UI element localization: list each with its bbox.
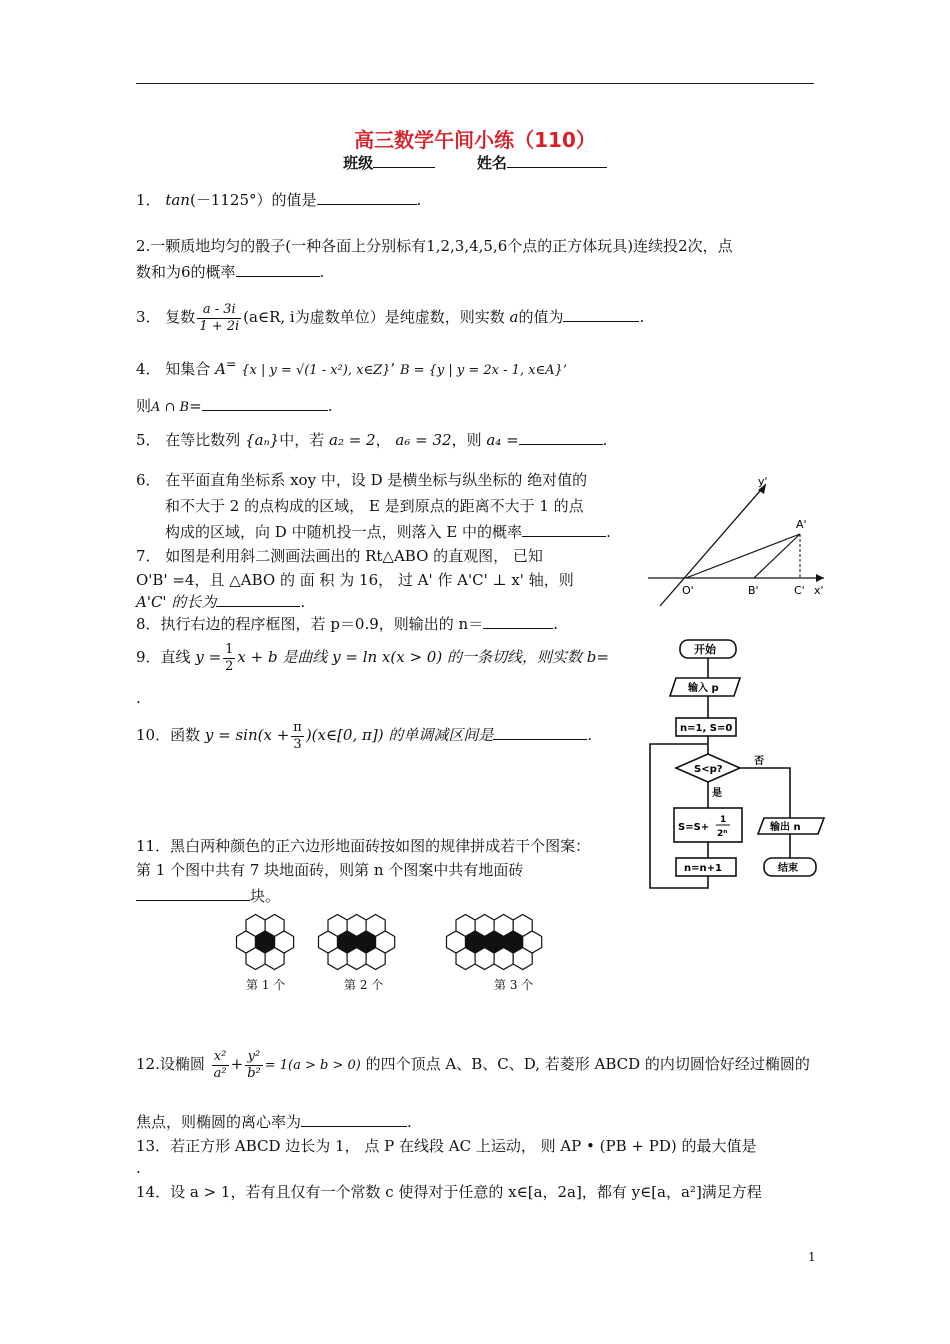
q12-f2d: b² (247, 1065, 261, 1081)
q11-line3: 块。 (250, 887, 281, 905)
segment-ba (754, 534, 800, 578)
top-rule (136, 83, 814, 84)
q12-rest: 的四个顶点 A、B、C、D, 若菱形 ABCD 的内切圆恰好经过椭圆的 (365, 1055, 810, 1073)
q2-line2: 数和为6的概率 (136, 263, 236, 281)
q7-line3: A'C' 的长为 (136, 593, 217, 611)
q1-func: tan (165, 191, 190, 209)
q5-blank[interactable] (519, 430, 603, 445)
question-6-line1: 6． 在平面直角坐标系 xoy 中，设 D 是横坐标与纵坐标的 绝对值的 (136, 471, 588, 489)
q4-num: 4． 知集合 (136, 360, 211, 378)
q3-var: a (509, 308, 519, 326)
q5-then: ，则 (451, 431, 482, 449)
q3-cond: (a∈R, i为虚数单位）是纯虚数，则实数 (243, 308, 505, 326)
q12-plus: + (230, 1055, 244, 1073)
white-hex-tile (319, 931, 338, 953)
q3-end: . (639, 308, 645, 326)
black-hex-tile (338, 931, 357, 953)
q9-y: y = (195, 648, 222, 666)
caption-3: 第 3 个 (494, 978, 534, 992)
fc-update-s-label: S=S+ (678, 822, 710, 833)
q10-blank[interactable] (493, 725, 587, 740)
name-blank[interactable] (507, 153, 607, 168)
question-4-line2 (136, 394, 332, 420)
q8-text: 8．执行右边的程序框图，若 p＝0.9，则输出的 n＝ (136, 615, 484, 633)
class-blank[interactable] (373, 153, 435, 168)
q3-fraction (197, 302, 241, 335)
q12-f1d: a² (213, 1065, 227, 1081)
question-11-line1: 11．黑白两种颜色的正六边形地面砖按如图的规律拼成若干个图案： (136, 837, 591, 855)
fc-start-label: 开始 (694, 643, 716, 656)
question-6-line2: 和不大于 2 的点构成的区域， E 是到原点的距离不大于 1 的点 (165, 497, 584, 515)
q10-fraction (291, 720, 304, 753)
fc-init-label: n=1, S=0 (680, 723, 733, 734)
q4-then: 则 (136, 397, 152, 415)
q8-blank[interactable] (483, 614, 553, 629)
q12-f1n: x² (212, 1049, 229, 1066)
white-hex-tile (275, 931, 294, 953)
label-y: y' (758, 475, 768, 488)
black-hex-tile (256, 931, 275, 953)
question-7-line3 (136, 590, 305, 614)
q4-comma: ’ (390, 360, 396, 378)
fc-frac-n: 1 (720, 815, 727, 825)
q9-frac-num: 1 (225, 641, 234, 657)
label-b: B' (748, 584, 759, 597)
q4-setA: A (215, 360, 226, 378)
q10-end: . (587, 726, 593, 744)
question-11-line3 (136, 884, 280, 908)
q4-end: . (327, 397, 333, 415)
q3-frac-den: 1 + 2i (199, 318, 240, 334)
q10-frac-num: π (293, 719, 302, 735)
caption-1: 第 1 个 (246, 978, 286, 992)
q6-line3: 构成的区域，向 D 中随机投一点，则落入 E 中的概率 (165, 523, 523, 541)
page-title: 高三数学午间小练（110） (354, 128, 596, 152)
q1-num: 1． (136, 191, 161, 209)
q2-end: . (319, 263, 325, 281)
question-14-line1: 14．设 a > 1，若有且仅有一个常数 c 使得对于任意的 x∈[a，2a]，都有 y∈[a，a²]满足方程 (136, 1183, 762, 1201)
q3-frac-num: a - 3i (197, 302, 241, 319)
q1-blank[interactable] (317, 190, 417, 205)
white-hex-tile (237, 931, 256, 953)
q5-a2: a₂ = 2 (329, 431, 376, 449)
q4-setA-def: {x | y = √(1 - x²), x∈Z} (241, 363, 391, 378)
q6-blank[interactable] (522, 522, 606, 537)
q5-seq: {aₙ} (245, 431, 280, 449)
question-12 (136, 1044, 810, 1086)
q10-rest: )(x∈[0, π]) 的单调减区间是 (305, 726, 494, 744)
q7-end: . (300, 593, 306, 611)
class-label: 班级 (343, 154, 374, 172)
q12-line2: 焦点，则椭圆的离心率为 (136, 1113, 302, 1131)
question-7-line1: 7． 如图是利用斜二测画法画出的 Rt△ABO 的直观图， 已知 (136, 547, 543, 565)
question-9-line2: . (136, 689, 141, 707)
q3-text: 的值为 (518, 308, 564, 326)
flowchart (640, 636, 830, 892)
q4-setB: B = {y | y = 2x - 1, x∈A}’ (399, 363, 567, 378)
fc-cond-label: S<p? (694, 764, 723, 775)
q9-fraction (223, 642, 235, 675)
hexagon-tiles (237, 915, 542, 970)
question-6-line3 (165, 520, 611, 544)
question-2-line2 (136, 260, 324, 284)
name-label: 姓名 (476, 154, 507, 172)
black-hex-tile (485, 931, 504, 953)
caption-2: 第 2 个 (344, 978, 384, 992)
class-name-line (0, 152, 950, 173)
question-3 (136, 300, 644, 335)
q1-end: . (416, 191, 422, 209)
q12-blank[interactable] (301, 1112, 407, 1127)
question-2-line1: 2.一颗质地均匀的骰子(一种各面上分别标有1,2,3,4,5,6个点的正方体玩具)连续投2次，点 (136, 237, 733, 255)
q5-end: . (602, 431, 608, 449)
q2-blank[interactable] (236, 262, 320, 277)
q4-intersection: A ∩ B (151, 400, 190, 415)
white-hex-tile (376, 931, 395, 953)
question-9 (136, 640, 609, 675)
question-13-line2: . (136, 1159, 141, 1177)
label-x: x' (814, 584, 824, 597)
q3-num: 3． 复数 (136, 308, 196, 326)
page-number: 1 (808, 1250, 816, 1264)
q12-eq: = 1(a > b > 0) (264, 1058, 361, 1073)
fc-update-n-label: n=n+1 (684, 863, 722, 874)
q12-end: . (407, 1113, 412, 1131)
question-8 (136, 612, 558, 636)
q5-mid: 中，若 (279, 431, 325, 449)
question-10 (136, 718, 592, 753)
q7-blank[interactable] (216, 592, 300, 607)
q8-end: . (553, 615, 558, 633)
fc-yes-label: 是 (712, 788, 722, 799)
q9-rest: x + b 是曲线 y = ln x(x > 0) 的一条切线，则实数 b= (237, 648, 609, 666)
label-a: A' (796, 518, 807, 531)
q5-sep: ， (375, 431, 391, 449)
question-4 (136, 352, 567, 383)
question-11-line2: 第 1 个图中共有 7 块地面砖，则第 n 个图案中共有地面砖 (136, 861, 524, 879)
white-hex-tile (523, 931, 542, 953)
black-hex-tile (504, 931, 523, 953)
q5-a4: a₄ = (486, 431, 519, 449)
label-o: O' (682, 584, 694, 597)
q1-text: (－1125°）的值是 (189, 191, 317, 209)
fc-end-label: 结束 (778, 863, 798, 874)
question-5 (136, 428, 607, 452)
q6-end: . (606, 523, 611, 541)
q10-num: 10．函数 (136, 726, 201, 744)
q4-blank[interactable] (202, 396, 328, 411)
black-hex-tile (357, 931, 376, 953)
q9-num: 9．直线 (136, 648, 191, 666)
black-hex-tile (466, 931, 485, 953)
x-axis-arrow (816, 574, 824, 582)
fc-input-label: 输入 p (688, 683, 719, 694)
white-hex-tile (447, 931, 466, 953)
q9-frac-den: 2 (225, 658, 234, 674)
q5-num: 5． 在等比数列 (136, 431, 241, 449)
question-12-line2 (136, 1110, 412, 1134)
q4-eq: = (225, 356, 237, 371)
fc-output-label: 输出 n (770, 822, 801, 833)
q5-a6: a₆ = 32 (395, 431, 452, 449)
hexagon-patterns (230, 908, 590, 978)
q12-frac-y (245, 1049, 263, 1082)
question-1 (136, 188, 421, 212)
fc-no-label: 否 (754, 756, 764, 767)
q12-num: 12.设椭圆 (136, 1055, 205, 1073)
fc-frac-d: 2ⁿ (717, 829, 728, 839)
question-13-line1: 13．若正方形 ABCD 边长为 1， 点 P 在线段 AC 上运动， 则 AP • (PB + PD) 的最大值是 (136, 1137, 757, 1155)
oblique-graph (648, 470, 828, 610)
q3-blank[interactable] (563, 307, 639, 322)
q12-f2n: y² (245, 1049, 263, 1066)
q11-blank[interactable] (136, 886, 250, 901)
q10-expr: y = sin(x + (204, 726, 290, 744)
q12-frac-x (212, 1049, 229, 1082)
q10-frac-den: 3 (293, 736, 302, 752)
question-7-line2: O'B' =4，且 △ABO 的 面 积 为 16， 过 A' 作 A'C' ⊥ x' 轴，则 (136, 571, 574, 589)
q4-equals: = (189, 397, 202, 415)
label-c: C' (794, 584, 805, 597)
